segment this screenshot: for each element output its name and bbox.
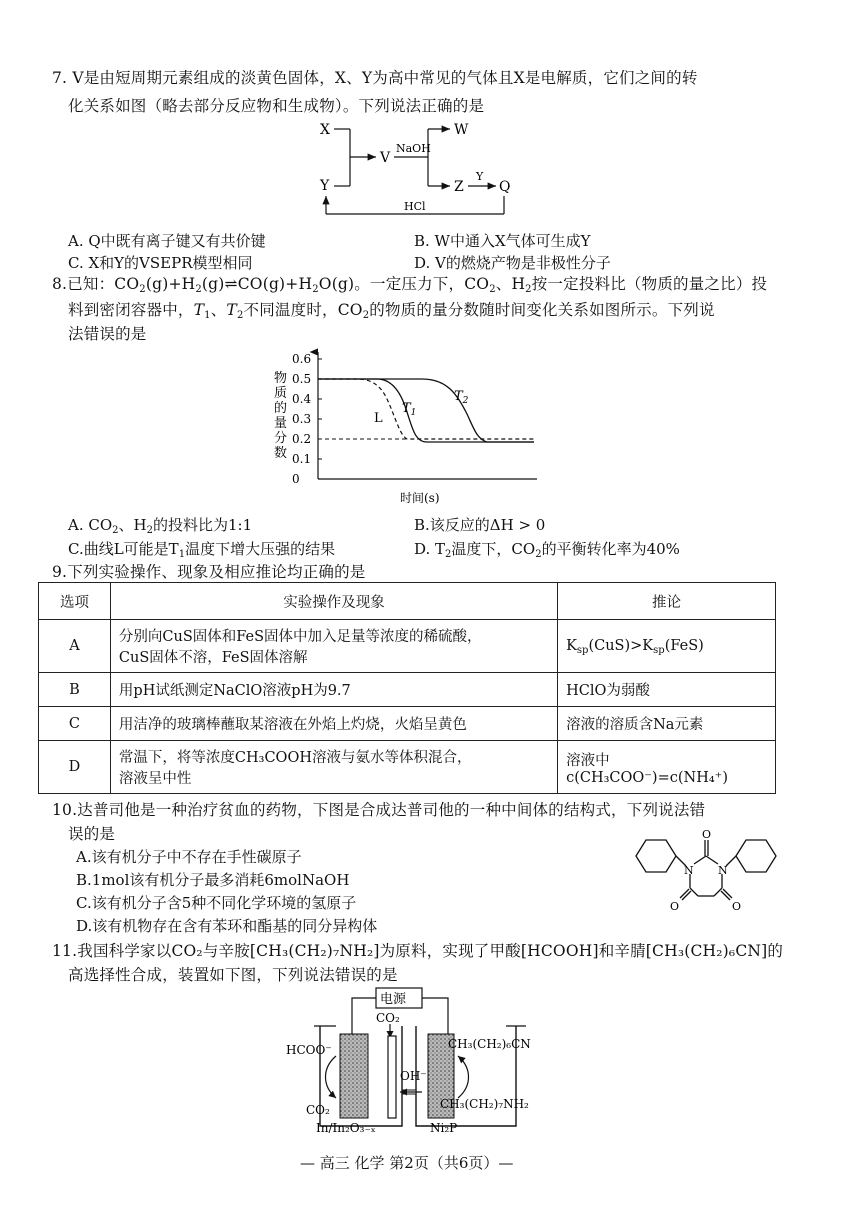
q7-node-x: X: [320, 122, 330, 138]
q8-y-axis-label: [274, 370, 287, 461]
q8-option-b: B.该反应的ΔH > 0: [414, 516, 546, 534]
q11-stem-line1: 11.我国科学家以CO₂与辛胺[CH₃(CH₂)₇NH₂]为原料，实现了甲酸[HCOOH]和辛腈[CH₃(CH₂)₆CN]的: [52, 942, 784, 960]
q9-row-option: D: [39, 741, 111, 794]
q9-stem: 9.下列实验操作、现象及相应推论均正确的是: [52, 563, 366, 581]
q7-option-a: A. Q中既有离子键又有共价键: [68, 232, 266, 250]
q11-co2-top: CO₂: [376, 1011, 400, 1025]
q8-x-axis-label: 时间(s): [400, 491, 440, 505]
y-tick-label: 0.3: [292, 412, 312, 426]
q11-right-mid-label: CH₃(CH₂)₇NH₂: [440, 1097, 529, 1111]
q9-row-operation: 分别向CuS固体和FeS固体中加入足量等浓度的稀硫酸， CuS固体不溶，FeS固体溶解: [110, 620, 557, 673]
q7-stem-line2: 化关系如图（略去部分反应物和生成物）。下列说法正确的是: [68, 97, 485, 115]
q10-stem-line1: 10.达普司他是一种治疗贫血的药物，下图是合成达普司他的一种中间体的结构式，下列说法错: [52, 801, 706, 819]
q7-hcl-label: HCl: [404, 200, 426, 213]
q7-node-w: W: [454, 122, 469, 138]
q7-stem-line1: 7. V是由短周期元素组成的淡黄色固体，X、Y为高中常见的气体且X是电解质，它们之间的转: [52, 69, 698, 87]
y-tick-label: 0.1: [292, 452, 312, 466]
q8-curve-t2: [318, 379, 534, 442]
y-tick-label: 0.5: [292, 372, 312, 386]
q10-option-c: C.该有机分子含5种不同化学环境的氢原子: [76, 894, 357, 912]
q7-option-c: C. X和Y的VSEPR模型相同: [68, 254, 253, 272]
q11-oh-label: OH⁻: [400, 1069, 427, 1083]
y-tick-label: 0: [292, 472, 300, 486]
q11-electrolysis-device: [276, 986, 562, 1136]
q10-atom-o-right: O: [732, 900, 742, 913]
q10-atom-n-right: N: [718, 864, 728, 877]
table-row: [39, 620, 776, 673]
q8-label-t2: $T_2$: [454, 389, 469, 406]
q10-option-b: B.1mol该有机分子最多消耗6molNaOH: [76, 871, 350, 889]
q9-row-operation: 用洁净的玻璃棒蘸取某溶液在外焰上灼烧，火焰呈黄色: [110, 707, 557, 741]
q11-right-electrode: Ni₂P: [430, 1121, 458, 1135]
q9-row-operation: 常温下，将等浓度CH₃COOH溶液与氨水等体积混合， 溶液呈中性: [110, 741, 557, 794]
q7-conversion-diagram: [312, 116, 542, 222]
q7-node-q: Q: [499, 179, 511, 195]
q8-option-d: D. $T_2$温度下，$CO_2$的平衡转化率为40%: [414, 540, 680, 560]
q7-node-z: Z: [454, 179, 464, 195]
y-tick-label: 0.6: [292, 352, 312, 366]
q8-option-c: C.曲线L可能是$T_1$温度下增大压强的结果: [68, 540, 336, 560]
q9-header-option: 选项: [39, 583, 111, 620]
q8-curve-l: [318, 379, 534, 439]
table-row: [39, 673, 776, 707]
q8-label-t1: $T_1$: [402, 401, 417, 418]
q9-row-option: A: [39, 620, 111, 673]
q10-option-d: D.该有机物存在含有苯环和酯基的同分异构体: [76, 917, 378, 935]
q8-mole-fraction-chart: [262, 344, 552, 510]
q10-structure-formula: [626, 820, 786, 920]
q9-row-option: C: [39, 707, 111, 741]
q11-power-label: 电源: [380, 992, 407, 1007]
q10-option-a: A.该有机分子中不存在手性碳原子: [76, 848, 302, 866]
q7-option-d: D. V的燃烧产物是非极性分子: [414, 254, 611, 272]
q11-stem-line2: 高选择性合成，装置如下图，下列说法错误的是: [68, 966, 398, 984]
y-tick-label: 0.2: [292, 432, 312, 446]
q9-row-operation: 用pH试纸测定NaClO溶液pH为9.7: [110, 673, 557, 707]
q7-y-label: Y: [476, 170, 484, 183]
q7-option-b: B. W中通入X气体可生成Y: [414, 232, 591, 250]
q8-curve-t1: [318, 379, 534, 442]
q9-row-inference: HClO为弱酸: [558, 673, 776, 707]
q11-left-electrode: In/In₂O₃₋ₓ: [316, 1121, 376, 1135]
q7-node-v: V: [380, 150, 391, 166]
y-tick-label: 0.4: [292, 392, 312, 406]
q11-right-top-label: CH₃(CH₂)₆CN: [448, 1037, 531, 1051]
q8-option-a: A. $CO_2$、$H_2$的投料比为1:1: [68, 516, 253, 536]
table-row: [39, 707, 776, 741]
q7-node-y: Y: [320, 178, 330, 194]
q8-stem-line3: 法错误的是: [68, 325, 147, 343]
q11-co2-bottom: CO₂: [306, 1103, 330, 1117]
q8-stem-line1: 8.已知：$CO_2(g)+H_2(g)\rightleftharpoons CO(g)+H_2O(g)$。一定压力下，$CO_2$、$H_2$按一定投料比（物质的量之比）投: [52, 275, 768, 295]
q11-hcoo-label: HCOO⁻: [286, 1043, 332, 1057]
q9-table: [38, 582, 776, 794]
page-footer: — 高三 化学 第2页（共6页）—: [300, 1154, 514, 1172]
table-row: [39, 741, 776, 794]
q8-label-l: L: [374, 411, 383, 426]
svg-text:物质的量分数: 物质的量分数: [274, 371, 288, 461]
q10-atom-o-left: O: [670, 900, 680, 913]
q9-row-inference: $K_{sp}(CuS)>K_{sp}(FeS)$: [558, 620, 776, 673]
q9-row-inference: 溶液的溶质含Na元素: [558, 707, 776, 741]
q10-stem-line2: 误的是: [68, 825, 116, 843]
q10-atom-o-top: O: [702, 828, 712, 841]
q10-atom-n-left: N: [684, 864, 694, 877]
q9-header-operation: 实验操作及现象: [110, 583, 557, 620]
q9-header-inference: 推论: [558, 583, 776, 620]
q8-stem-line2: 料到密闭容器中，$T_1$、$T_2$不同温度时，$CO_2$的物质的量分数随时间变化关系如图所示。下列说: [68, 301, 715, 321]
q7-naoh-label: NaOH: [396, 142, 431, 155]
q9-row-inference: 溶液中c(CH₃COO⁻)=c(NH₄⁺): [558, 741, 776, 794]
q9-row-option: B: [39, 673, 111, 707]
q9-header-row: [39, 583, 776, 620]
